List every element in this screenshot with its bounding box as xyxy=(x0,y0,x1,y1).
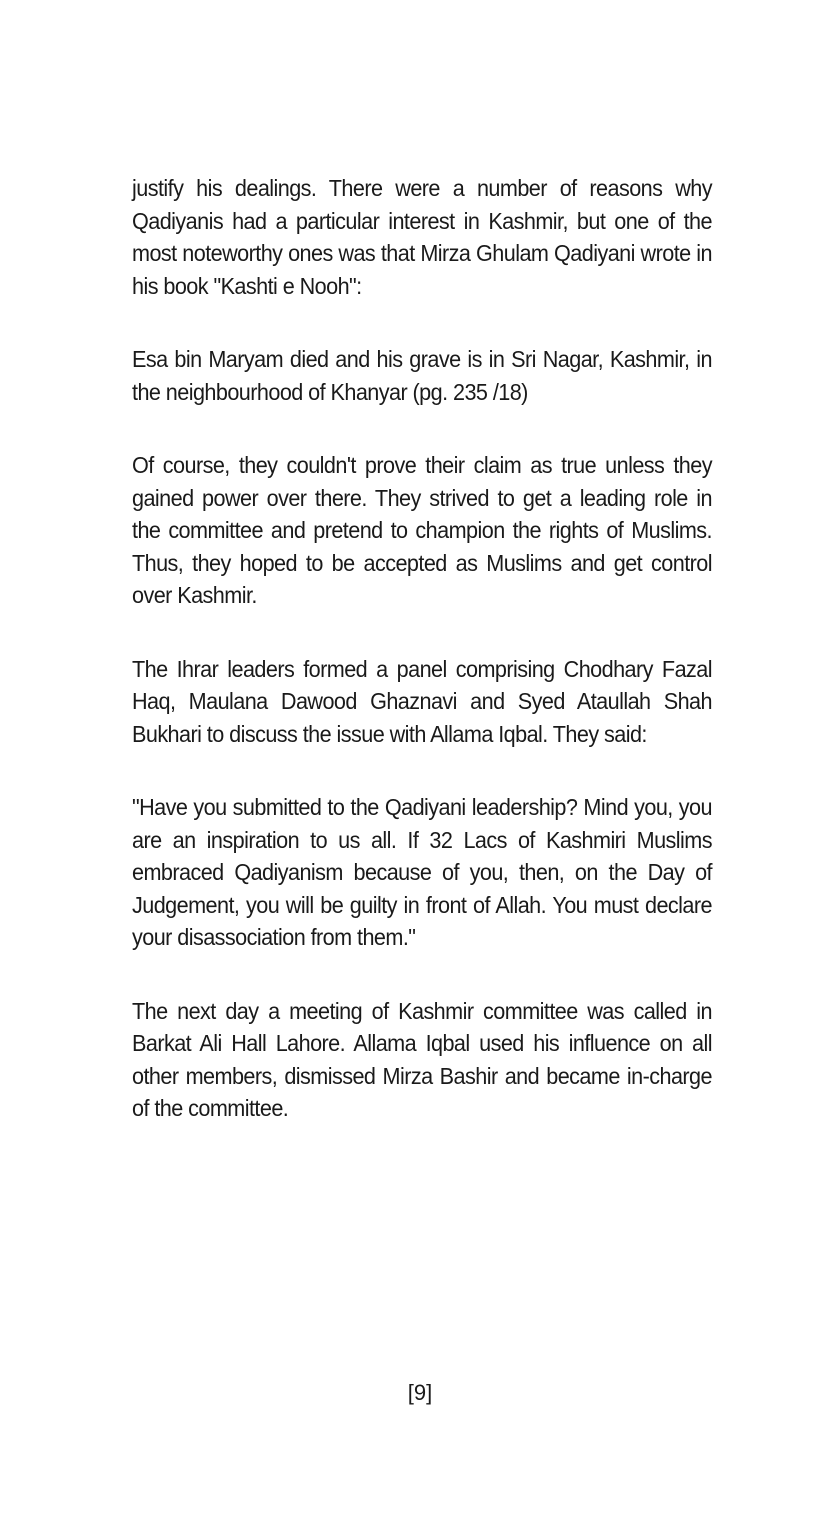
paragraph-meeting: The next day a meeting of Kashmir committee was called in Barkat Ali Hall Lahore. Allama Iqbal used his influence on all other members, dismissed Mirza Bashir and became in-charge of the committee. xyxy=(132,997,712,1121)
paragraph-esa-grave: Esa bin Maryam died and his grave is in Sri Nagar, Kashmir, in the neighbourhood of Khanyar (pg. 235 /18) xyxy=(132,346,712,405)
paragraph-claim: Of course, they couldn't prove their claim as true unless they gained power over there. They strived to get a leading role in the committee and pretend to champion the rights of Muslims. Thus, they hoped to be accepted as Muslims and get control over Kashmir. xyxy=(132,452,712,608)
paragraph-kashti-e-nooh: justify his dealings. There were a number of reasons why Qadiyanis had a particular interest in Kashmir, but one of the most noteworthy ones was that Mirza Ghulam Qadiyani wrote in his book "Kashti e Nooh": xyxy=(132,175,712,299)
page-number: [9] xyxy=(407,1380,433,1405)
paragraph-ihrar-panel: The Ihrar leaders formed a panel comprising Chodhary Fazal Haq, Maulana Dawood Ghaznavi and Syed Ataullah Shah Bukhari to discuss the issue with Allama Iqbal. They said: xyxy=(132,655,712,747)
page-body xyxy=(132,172,712,1166)
paragraph-quote: "Have you submitted to the Qadiyani leadership? Mind you, you are an inspiration to us all. If 32 Lacs of Kashmiri Muslims embraced Qadiyanism because of you, then, on the Day of Judgement, you will be guilty in front of Allah. You must declare your disassociation from them." xyxy=(132,794,712,950)
